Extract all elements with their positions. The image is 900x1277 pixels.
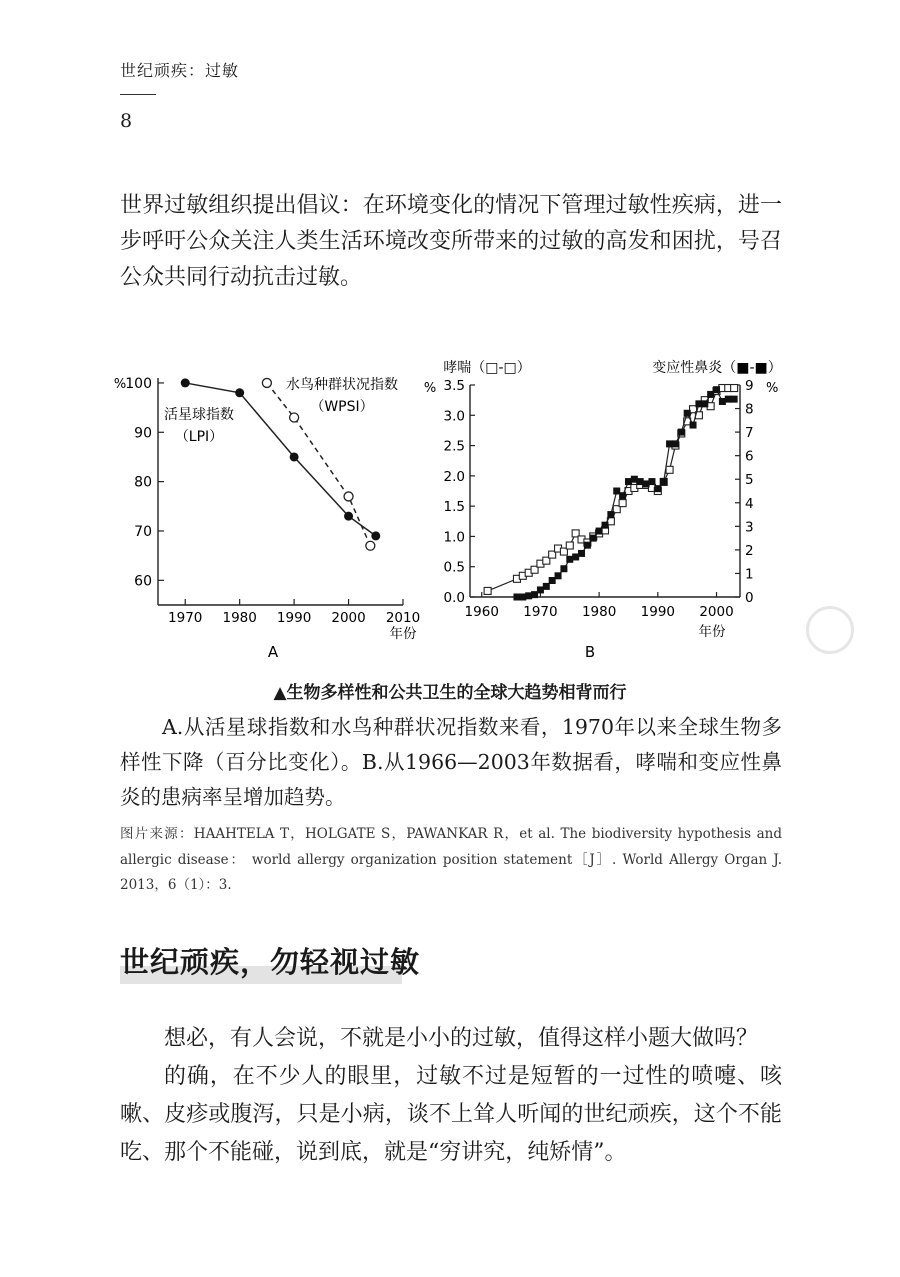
right-tick-label: 8 bbox=[745, 401, 754, 418]
left-tick-label: 1.0 bbox=[443, 529, 465, 546]
left-tick-label: 3.0 bbox=[443, 408, 465, 425]
lpi-point bbox=[181, 378, 190, 387]
watermark-seal bbox=[806, 606, 854, 654]
x-tick-label: 1990 bbox=[276, 610, 312, 626]
lpi-point bbox=[371, 531, 380, 540]
y-unit-label: % bbox=[113, 377, 127, 392]
x-axis-title: 年份 bbox=[698, 624, 726, 640]
lpi-point bbox=[290, 452, 299, 461]
rhinitis-point bbox=[731, 396, 738, 403]
x-tick-label: 1970 bbox=[523, 604, 558, 620]
panel-b-label: B bbox=[584, 643, 596, 661]
rhinitis-point bbox=[619, 492, 626, 499]
lpi-point bbox=[235, 388, 244, 397]
y-tick-label: 60 bbox=[134, 573, 152, 590]
rhinitis-point bbox=[701, 400, 708, 407]
left-tick-label: 2.5 bbox=[443, 438, 465, 455]
figure-charts bbox=[0, 340, 900, 670]
rhinitis-point bbox=[555, 572, 562, 579]
asthma-point bbox=[566, 542, 573, 549]
x-tick-label: 2000 bbox=[699, 604, 734, 620]
section-title: 世纪顽疾，勿轻视过敏 bbox=[120, 945, 421, 979]
rhinitis-point bbox=[678, 429, 685, 436]
left-tick-label: 0.0 bbox=[443, 590, 465, 606]
x-tick-label: 1960 bbox=[464, 604, 499, 620]
asthma-point bbox=[484, 587, 491, 594]
right-tick-label: 7 bbox=[745, 425, 754, 442]
section-body bbox=[120, 1020, 782, 1172]
rhinitis-point bbox=[690, 422, 697, 429]
right-tick-label: 6 bbox=[745, 448, 754, 465]
intro-paragraph: 世界过敏组织提出倡议：在环境变化的情况下管理过敏性疾病，进一步呼吁公众关注人类生活环境改变所带来的过敏的高发和困扰，号召公众共同行动抗击过敏。 bbox=[120, 193, 782, 290]
left-tick-label: 3.5 bbox=[443, 378, 465, 394]
right-axis-title: 变应性鼻炎（■-■） bbox=[652, 360, 782, 376]
wpsi-point bbox=[262, 378, 271, 387]
rhinitis-point bbox=[578, 550, 585, 557]
y-tick-label: 100 bbox=[125, 375, 152, 392]
left-tick-label: 2.0 bbox=[443, 468, 465, 485]
rhinitis-point bbox=[590, 535, 597, 542]
wpsi-label: 水鸟种群状况指数 bbox=[286, 377, 398, 393]
right-tick-label: 5 bbox=[745, 472, 754, 489]
rhinitis-point bbox=[672, 440, 679, 447]
page-number: 8 bbox=[120, 110, 133, 132]
header-rule bbox=[120, 94, 156, 95]
body-paragraph-1: 想必，有人会说，不就是小小的过敏，值得这样小题大做吗？ bbox=[164, 1026, 759, 1051]
rhinitis-point bbox=[648, 478, 655, 485]
rhinitis-point bbox=[654, 485, 661, 492]
x-tick-label: 1970 bbox=[168, 610, 203, 626]
x-axis-title: 年份 bbox=[389, 626, 417, 642]
rhinitis-point bbox=[684, 410, 691, 417]
y-tick-label: 70 bbox=[134, 523, 152, 540]
panel-a-label: A bbox=[267, 643, 279, 661]
rhinitis-point bbox=[602, 522, 609, 529]
body-paragraph-2: 的确，在不少人的眼里，过敏不过是短暂的一过性的喷嚏、咳嗽、皮疹或腹泻，只是小病，谈不上耸人听闻的世纪顽疾，这个不能吃、那个不能碰，说到底，就是“穷讲究，纯矫情”。 bbox=[120, 1064, 782, 1165]
x-tick-label: 2010 bbox=[385, 610, 421, 626]
right-tick-label: 4 bbox=[745, 495, 754, 512]
chart-panel-b bbox=[424, 359, 782, 640]
right-tick-label: 0 bbox=[745, 590, 754, 606]
wpsi-point bbox=[290, 413, 299, 422]
figure-caption: ▲生物多样性和公共卫生的全球大趋势相背而行 bbox=[273, 683, 627, 703]
asthma-point bbox=[619, 500, 626, 507]
running-head: 世纪顽疾：过敏 bbox=[120, 61, 240, 80]
left-tick-label: 0.5 bbox=[443, 559, 465, 576]
y-tick-label: 90 bbox=[134, 425, 152, 442]
lpi-label-abbr: （LPI） bbox=[174, 429, 224, 445]
rhinitis-point bbox=[607, 511, 614, 518]
right-tick-label: 2 bbox=[745, 542, 754, 559]
wpsi-point bbox=[344, 492, 353, 501]
y-tick-label: 80 bbox=[134, 474, 152, 491]
right-unit-label: % bbox=[766, 381, 779, 396]
asthma-point bbox=[731, 385, 738, 392]
lpi-label: 活星球指数 bbox=[164, 407, 234, 423]
asthma-point bbox=[666, 466, 673, 473]
rhinitis-point bbox=[560, 565, 567, 572]
x-tick-label: 1990 bbox=[640, 604, 676, 620]
right-tick-label: 1 bbox=[745, 566, 754, 583]
wpsi-label-abbr: （WPSI） bbox=[310, 399, 374, 415]
left-unit-label: % bbox=[423, 381, 437, 396]
lpi-point bbox=[344, 512, 353, 521]
x-tick-label: 1980 bbox=[222, 610, 257, 626]
figure-description: A.从活星球指数和水鸟种群状况指数来看，1970年以来全球生物多样性下降（百分比变化）。B.从1966—2003年数据看，哮喘和变应性鼻炎的患病率呈增加趋势。 bbox=[120, 715, 782, 809]
x-tick-label: 1980 bbox=[581, 604, 617, 620]
rhinitis-point bbox=[660, 478, 667, 485]
right-tick-label: 3 bbox=[745, 519, 754, 536]
left-axis-title: 哮喘（□-□） bbox=[443, 360, 531, 376]
left-tick-label: 1.5 bbox=[443, 499, 465, 516]
wpsi-point bbox=[366, 541, 375, 550]
figure-source: 图片来源：HAAHTELA T，HOLGATE S，PAWANKAR R，et al. The biodiversity hypothesis and allergic disease： world allergy organization position statement［J］. World Allergy Organ J. 2013，6（1）：3. bbox=[120, 826, 782, 893]
rhinitis-point bbox=[713, 386, 720, 393]
chart-panel-a bbox=[114, 376, 420, 642]
x-tick-label: 2000 bbox=[331, 610, 366, 626]
rhinitis-point bbox=[584, 542, 591, 549]
right-tick-label: 9 bbox=[745, 378, 754, 394]
